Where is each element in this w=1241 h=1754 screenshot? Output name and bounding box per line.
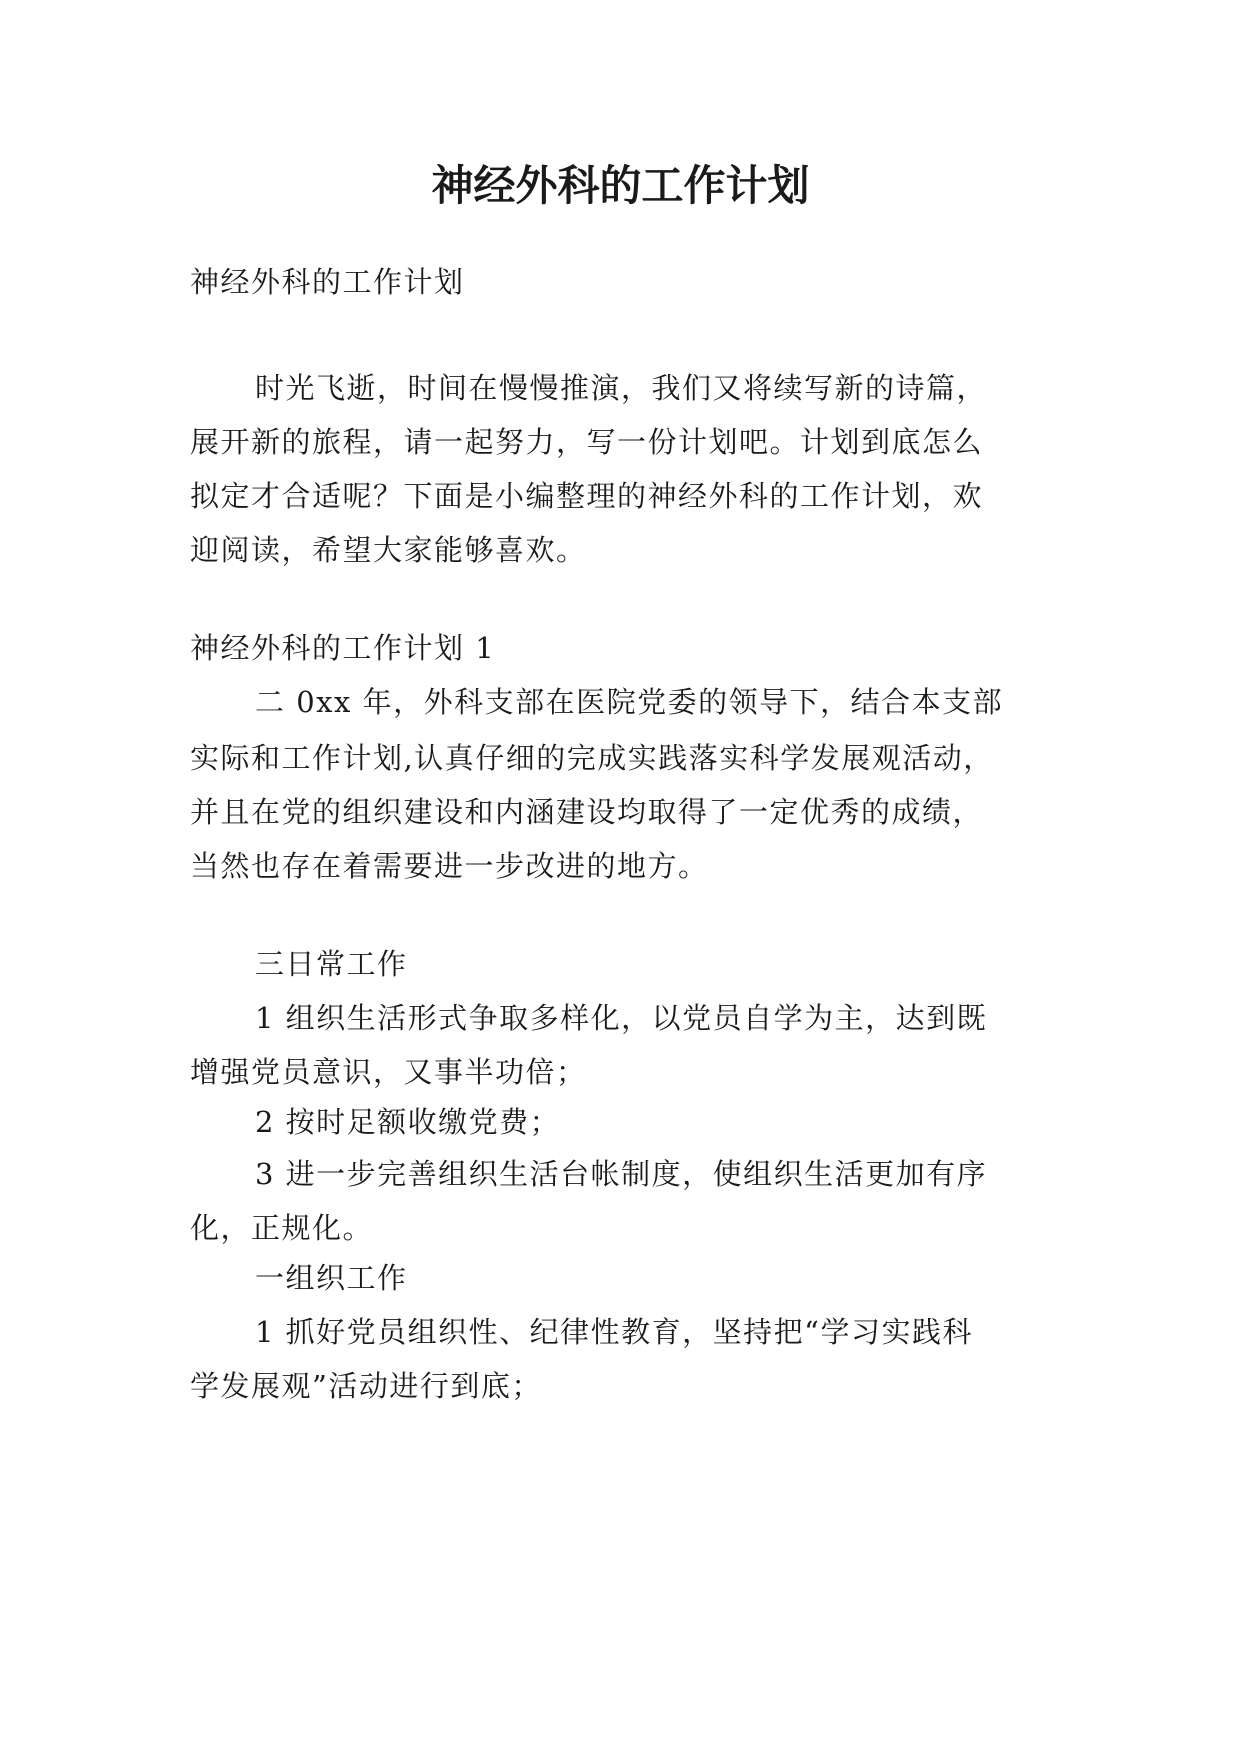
section-intro-line-4: 当然也存在着需要进一步改进的地方。 <box>190 849 709 883</box>
daily-work-item-3-line-2: 化，正规化。 <box>190 1211 374 1245</box>
section-intro-line-3: 并且在党的组织建设和内涵建设均取得了一定优秀的成绩， <box>190 795 984 829</box>
org-work-item-1-line-2: 学发展观”活动进行到底； <box>190 1369 542 1403</box>
daily-work-heading: 三日常工作 <box>255 947 408 981</box>
intro-line-3: 拟定才合适呢？下面是小编整理的神经外科的工作计划，欢 <box>190 479 984 513</box>
section-intro-line-2: 实际和工作计划,认真仔细的完成实践落实科学发展观活动， <box>190 741 994 775</box>
document-subtitle: 神经外科的工作计划 <box>190 265 465 299</box>
daily-work-item-1-line-1: 1 组织生活形式争取多样化，以党员自学为主，达到既 <box>255 1001 988 1035</box>
intro-line-2: 展开新的旅程，请一起努力，写一份计划吧。计划到底怎么 <box>190 425 984 459</box>
org-work-item-1-line-1: 1 抓好党员组织性、纪律性教育，坚持把“学习实践科 <box>255 1315 973 1349</box>
document-title: 神经外科的工作计划 <box>431 161 810 210</box>
org-work-heading: 一组织工作 <box>255 1261 408 1295</box>
intro-line-1: 时光飞逝，时间在慢慢推演，我们又将续写新的诗篇， <box>255 371 988 405</box>
section-intro-line-1: 二 0xx 年，外科支部在医院党委的领导下，结合本支部 <box>255 685 1004 719</box>
section-heading: 神经外科的工作计划 1 <box>190 631 496 665</box>
daily-work-item-1-line-2: 增强党员意识，又事半功倍； <box>190 1055 587 1089</box>
daily-work-item-3-line-1: 3 进一步完善组织生活台帐制度，使组织生活更加有序 <box>255 1157 988 1191</box>
intro-line-4: 迎阅读，希望大家能够喜欢。 <box>190 533 587 567</box>
daily-work-item-2: 2 按时足额收缴党费； <box>255 1105 561 1139</box>
